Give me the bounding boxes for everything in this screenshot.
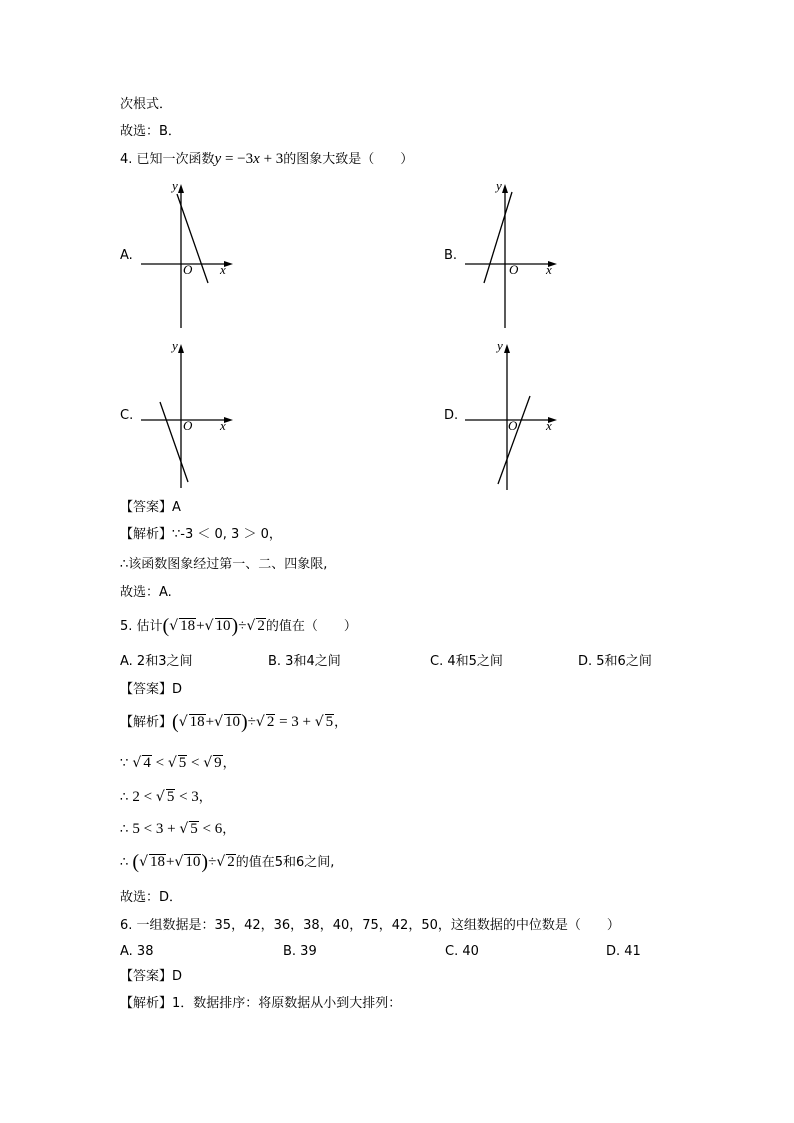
sqrt-icon: √ <box>314 714 324 730</box>
sqrt-icon: √ <box>204 618 214 634</box>
analysis-6: 【解析】1．数据排序：将原数据从小到大排列： <box>120 996 402 1011</box>
formula-text: < <box>139 789 156 805</box>
radicand: 10 <box>185 854 201 870</box>
punct: ， <box>334 715 348 730</box>
analysis-5-line5 <box>120 853 334 872</box>
radicand: 5 <box>190 821 198 837</box>
question-6: 6. 一组数据是：35，42，36，38，40，75，42，50，这组数据的中位数是（ ） <box>120 918 620 933</box>
formula-text: ÷ <box>247 714 256 730</box>
origin-label: O <box>183 418 193 433</box>
formula-text: < <box>151 755 168 771</box>
sqrt-icon: √ <box>246 618 256 634</box>
analysis-5-line2 <box>120 754 236 773</box>
option-label: A. <box>120 248 133 263</box>
sqrt-icon: √ <box>174 854 184 870</box>
y-axis-label: y <box>172 338 178 353</box>
question-5-suffix: 的值在（ ） <box>265 619 357 634</box>
option-b: B. 3和4之间 <box>268 654 341 669</box>
punct: ， <box>222 756 236 771</box>
x-axis-label: x <box>546 418 552 433</box>
text-line: 次根式． <box>120 97 173 112</box>
analysis-label: 【解析】 <box>120 527 173 542</box>
formula-text: ÷ <box>208 854 217 870</box>
option-a: A. 2和3之间 <box>120 654 193 669</box>
because-symbol: ∵ <box>120 756 129 771</box>
formula-var: y <box>214 151 222 167</box>
formula-text: < <box>187 755 204 771</box>
formula-text: + 3 <box>259 151 284 167</box>
y-axis-label: y <box>496 178 502 193</box>
option-b: B. 39 <box>283 944 317 959</box>
x-axis-label: x <box>220 262 226 277</box>
origin-label: O <box>508 418 518 433</box>
formula-text: 3 <box>191 789 199 805</box>
option-d: D. 5和6之间 <box>578 654 652 669</box>
graph-option-c <box>136 340 236 490</box>
formula-text: < <box>139 821 156 837</box>
answer-6: 【答案】D <box>120 969 183 984</box>
option-label: C. <box>120 408 134 423</box>
question-4 <box>120 150 413 169</box>
formula-text: < <box>175 789 192 805</box>
analysis-4 <box>120 526 282 544</box>
sqrt-icon: √ <box>203 755 213 771</box>
text-line: 故选：D． <box>120 890 183 905</box>
therefore-symbol: ∴ <box>120 822 129 837</box>
formula-text: 3 + <box>155 821 180 837</box>
origin-label: O <box>509 262 519 277</box>
sqrt-icon: √ <box>179 821 189 837</box>
formula-text: 6 <box>214 821 223 837</box>
formula-text: = 3 + <box>275 714 315 730</box>
sqrt-icon: √ <box>155 789 165 805</box>
sqrt-icon: √ <box>169 618 179 634</box>
x-axis-label: x <box>220 418 226 433</box>
punct: ， <box>222 822 236 837</box>
radicand: 5 <box>166 789 175 805</box>
paren: ( <box>132 851 140 873</box>
radicand: 10 <box>225 714 240 730</box>
radicand: 5 <box>178 755 187 771</box>
therefore-symbol: ∴ <box>120 790 129 805</box>
sqrt-icon: √ <box>178 714 188 730</box>
paren: ) <box>201 851 209 873</box>
sqrt-icon: √ <box>167 755 177 771</box>
formula-text: + <box>205 714 215 730</box>
question-4-prefix: 4. 已知一次函数 <box>120 152 215 167</box>
radicand: 18 <box>189 714 205 730</box>
radicand: 5 <box>325 714 334 730</box>
paren: ) <box>241 711 248 733</box>
analysis-5-line1 <box>120 713 347 732</box>
question-5 <box>120 617 357 636</box>
formula-text: 2 <box>132 789 140 805</box>
text-line: ∴该函数图象经过第一、二、四象限, <box>120 557 328 572</box>
x-axis-label: x <box>546 262 552 277</box>
punct: ， <box>198 790 212 805</box>
analysis-label: 【解析】 <box>120 715 173 730</box>
radicand: 2 <box>266 714 275 730</box>
origin-label: O <box>183 262 193 277</box>
option-label: B. <box>444 248 458 263</box>
analysis-5-line4 <box>120 820 235 839</box>
formula-text: ÷ <box>238 618 247 634</box>
option-c: C. 40 <box>445 944 479 959</box>
y-axis-label: y <box>497 338 503 353</box>
option-d: D. 41 <box>606 944 641 959</box>
paren: ( <box>172 711 179 733</box>
therefore-symbol: ∴ <box>120 855 129 870</box>
formula-text: < <box>198 821 215 837</box>
radicand: 2 <box>227 854 235 870</box>
answer-4: 【答案】A <box>120 500 181 515</box>
radicand: 4 <box>143 755 151 771</box>
radicand: 2 <box>257 618 265 634</box>
paren: ) <box>231 615 239 637</box>
sqrt-icon: √ <box>255 714 265 730</box>
option-a: A. 38 <box>120 944 154 959</box>
sqrt-icon: √ <box>132 755 142 771</box>
graph-option-a <box>136 180 236 330</box>
formula-text: = −3 <box>221 151 254 167</box>
formula-var: x <box>253 151 260 167</box>
sqrt-icon: √ <box>139 854 149 870</box>
paren: ( <box>162 615 170 637</box>
graph-option-d <box>460 340 560 490</box>
y-axis-label: y <box>172 178 178 193</box>
sqrt-icon: √ <box>216 854 226 870</box>
radicand: 9 <box>214 755 222 771</box>
formula-text: + <box>166 854 175 870</box>
graph-option-b <box>460 180 560 330</box>
text-line: 故选：B． <box>120 124 181 139</box>
answer-5: 【答案】D <box>120 682 183 697</box>
option-label: D. <box>444 408 459 423</box>
analysis-text: 的值在5和6之间, <box>235 855 335 870</box>
radicand: 18 <box>180 618 196 634</box>
radicand: 10 <box>215 618 231 634</box>
text-line: 故选：A. <box>120 585 172 600</box>
sqrt-icon: √ <box>214 714 223 730</box>
question-5-prefix: 5. 估计 <box>120 619 163 634</box>
radicand: 18 <box>150 854 166 870</box>
option-c: C. 4和5之间 <box>430 654 503 669</box>
analysis-text: ∵-3 ＜ 0, 3 ＞ 0， <box>172 527 282 542</box>
question-4-suffix: 的图象大致是（ ） <box>283 152 414 167</box>
formula-text: 5 <box>132 821 140 837</box>
formula-text: + <box>196 618 205 634</box>
analysis-5-line3 <box>120 788 212 807</box>
